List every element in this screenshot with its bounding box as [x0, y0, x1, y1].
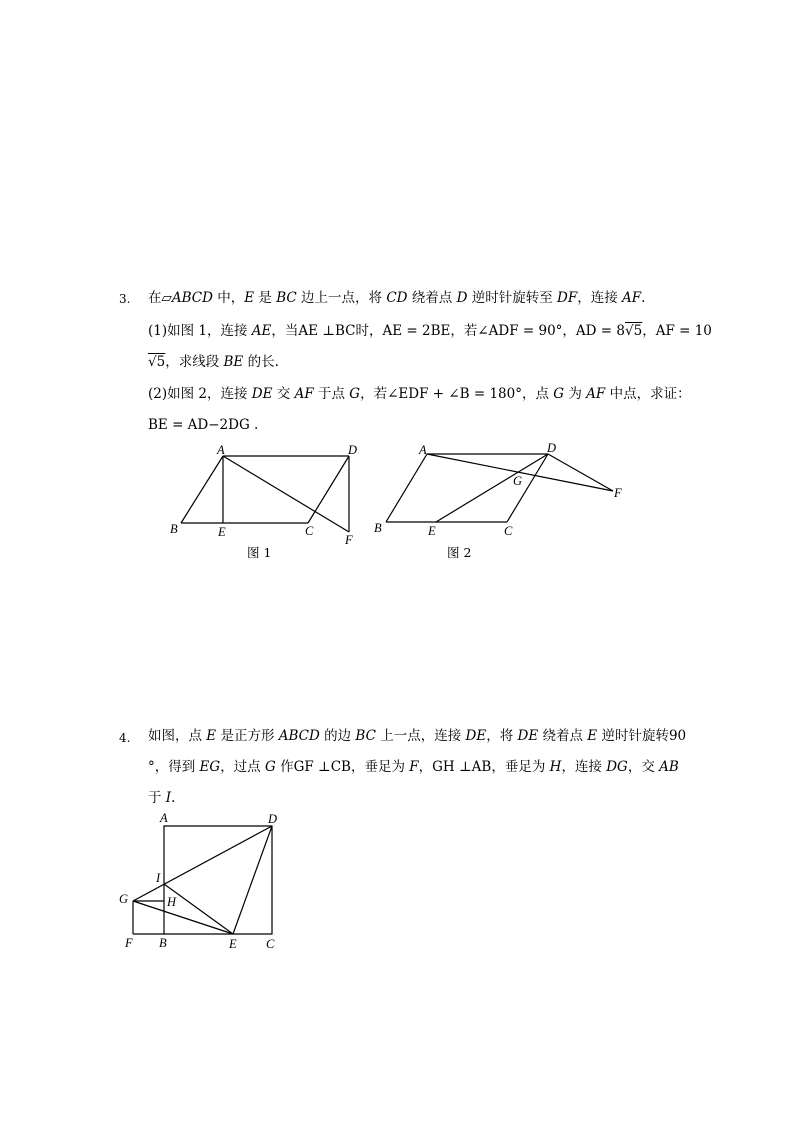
fig1-label-E: E: [218, 525, 226, 539]
q3-figure-2: [370, 440, 640, 550]
fig2-label-A: A: [419, 443, 427, 457]
fig2-label-G: G: [513, 474, 523, 488]
q3-figure-1: [160, 440, 380, 550]
fig1-label-C: C: [305, 524, 314, 538]
q3-line-2: (1)如图 1，连接 AE，当AE ⊥BC时，AE = 2BE，若∠ADF = 90°，AD = 8√5，AF = 10: [148, 323, 712, 339]
fig1-label-B: B: [170, 522, 178, 536]
fig2-label-B: B: [374, 521, 382, 535]
q4-line-3: 于 I.: [148, 790, 176, 806]
fig3-label-I: I: [156, 871, 161, 885]
fig2-label-E: E: [428, 524, 436, 538]
q4-figure: [115, 810, 295, 960]
q4-number: 4.: [119, 731, 131, 745]
fig3-label-H: H: [167, 895, 177, 909]
q3-line-1: 在▱ABCD 中，E 是 BC 边上一点，将 CD 绕着点 D 逆时针旋转至 DF，连接 AF.: [148, 290, 646, 306]
q3-line-4: (2)如图 2，连接 DE 交 AF 于点 G，若∠EDF + ∠B = 180°，点 G 为 AF 中点，求证：: [148, 386, 691, 402]
fig3-label-E: E: [229, 937, 237, 951]
fig2-label-D: D: [547, 441, 557, 455]
fig1-label-A: A: [217, 443, 225, 457]
fig1-label-F: F: [345, 533, 353, 547]
q3-fig1-caption: 图 1: [247, 545, 272, 560]
q4-line-2: °，得到 EG，过点 G 作GF ⊥CB，垂足为 F，GH ⊥AB，垂足为 H，连接 DG，交 AB: [148, 759, 679, 775]
q3-line-5: BE = AD−2DG .: [148, 417, 259, 433]
q4-line-1: 如图，点 E 是正方形 ABCD 的边 BC 上一点，连接 DE，将 DE 绕着点 E 逆时针旋转90: [148, 728, 687, 744]
fig3-label-F: F: [125, 936, 133, 950]
q3-number: 3.: [119, 292, 131, 306]
fig3-label-G: G: [119, 892, 129, 906]
fig3-label-A: A: [160, 811, 168, 825]
fig2-label-C: C: [504, 524, 513, 538]
fig3-label-C: C: [266, 937, 275, 951]
fig3-label-D: D: [268, 812, 278, 826]
fig3-label-B: B: [159, 936, 167, 950]
q3-line-3: √5，求线段 BE 的长.: [148, 354, 279, 370]
q3-fig2-caption: 图 2: [447, 545, 472, 560]
fig2-label-F: F: [614, 486, 622, 500]
fig1-label-D: D: [348, 443, 358, 457]
